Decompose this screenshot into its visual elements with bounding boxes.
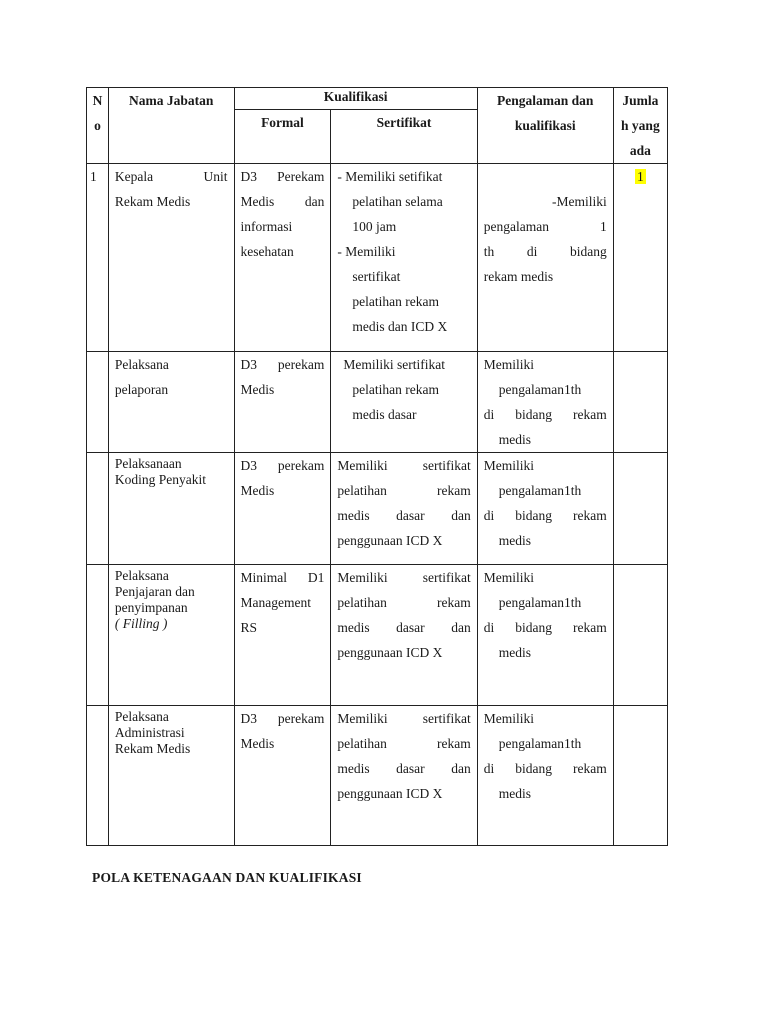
cell-jumlah: [613, 565, 667, 706]
document-heading: POLA KETENAGAAN DAN KUALIFIKASI: [92, 870, 362, 885]
cell-pengalaman: Memiliki pengalaman1th di bidang rekam medis: [477, 352, 613, 453]
cell-formal: D3 Perekam Medis dan informasi kesehatan: [234, 164, 331, 352]
cell-sertifikat: Memiliki sertifikat pelatihan rekam medis dasar dan penggunaan ICD X: [331, 706, 477, 846]
cell-formal: D3 perekam Medis: [234, 352, 331, 453]
cell-formal: Minimal D1 Management RS: [234, 565, 331, 706]
highlighted-count: 1: [637, 169, 644, 184]
cell-no: [87, 352, 109, 453]
table-row: [87, 352, 668, 453]
cell-jumlah: [613, 352, 667, 453]
cell-sertifikat: Memiliki sertifikat pelatihan rekam medis dasar: [331, 352, 477, 453]
header-no: N o: [87, 88, 109, 164]
header-jumlah: Jumla h yang ada: [613, 88, 667, 164]
cell-pengalaman: -Memiliki pengalaman 1 th di bidang rekam medis: [477, 164, 613, 352]
table-row: [87, 565, 668, 706]
nama-line: Kepala Unit: [114, 169, 228, 184]
cell-pengalaman: Memiliki pengalaman1th di bidang rekam medis: [477, 706, 613, 846]
cell-no: 1: [87, 164, 109, 352]
cell-no: [87, 453, 109, 565]
cell-jumlah: [613, 164, 667, 352]
header-nama-jabatan: Nama Jabatan: [108, 88, 234, 164]
header-pengalaman: Pengalaman dan kualifikasi: [477, 88, 613, 164]
cell-sertifikat: Memiliki sertifikat pelatihan rekam medis dasar dan penggunaan ICD X: [331, 565, 477, 706]
cell-nama: Pelaksanaan Koding Penyakit: [108, 453, 234, 565]
table-row: [87, 453, 668, 565]
cell-sertifikat: Memiliki sertifikat pelatihan rekam medis dasar dan penggunaan ICD X: [331, 453, 477, 565]
cell-sertifikat: - Memiliki setifikat pelatihan selama 100 jam - Memiliki sertifikat pelatihan rekam medis dan ICD X: [331, 164, 477, 352]
cell-jumlah: [613, 453, 667, 565]
cell-pengalaman: Memiliki pengalaman1th di bidang rekam medis: [477, 453, 613, 565]
staffing-table: [86, 87, 668, 846]
cell-nama: Pelaksana pelaporan: [108, 352, 234, 453]
cell-jumlah: [613, 706, 667, 846]
table-row: [87, 164, 668, 352]
cell-formal: D3 perekam Medis: [234, 453, 331, 565]
header-formal: Formal: [234, 110, 331, 164]
cell-no: [87, 706, 109, 846]
cell-formal: D3 perekam Medis: [234, 706, 331, 846]
cell-pengalaman: Memiliki pengalaman1th di bidang rekam medis: [477, 565, 613, 706]
header-sertifikat: Sertifikat: [331, 110, 477, 164]
table-row: [87, 706, 668, 846]
cell-no: [87, 565, 109, 706]
cell-nama: Pelaksana Penjajaran dan penyimpanan ( Filling ): [108, 565, 234, 706]
cell-nama: Kepala Unit Rekam Medis: [108, 164, 234, 352]
cell-nama: Pelaksana Administrasi Rekam Medis: [108, 706, 234, 846]
header-kualifikasi: Kualifikasi: [234, 88, 477, 110]
